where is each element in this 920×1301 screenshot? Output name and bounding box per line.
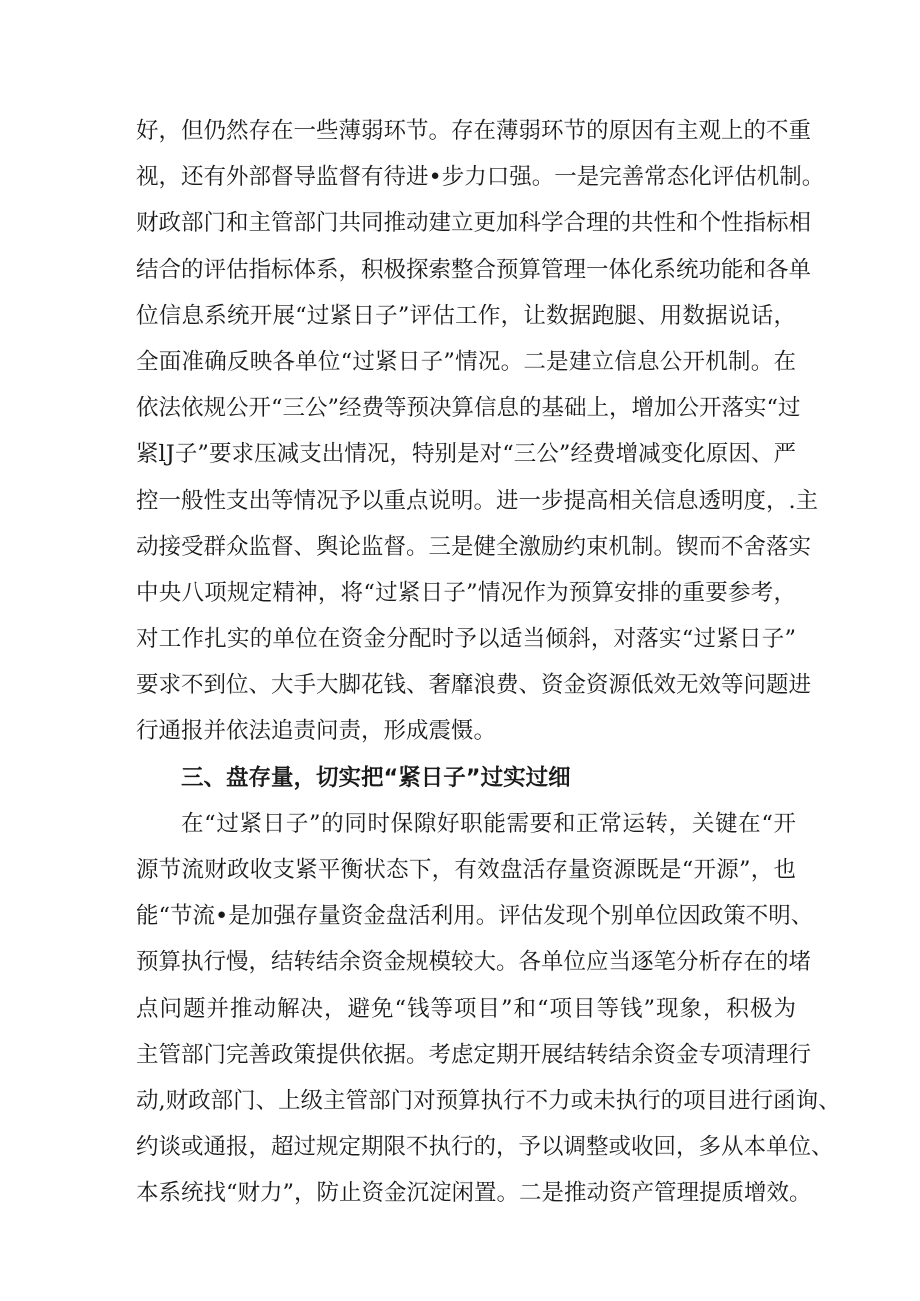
text-line: 主管部门完善政策提供依据。考虑定期开展结转结余资金专项清理行 [136,1041,812,1068]
text-line: 对工作扎实的单位在资金分配时予以适当倾斜，对落实“过紧日子” [136,626,796,653]
text-line: 中央八项规定精神，将“过紧日子”情况作为预算安排的重要参考， [136,579,796,606]
text-line: 视，还有外部督导监督有待进•步力口强。一是完善常态化评估机制。 [136,164,825,191]
text-line: 依法依规公开“三公”经费等预决算信息的基础上，增加公开落实“过 [136,395,801,422]
text-line: 结合的评估指标体系，积极探索整合预算管理一体化系统功能和各单 [136,256,812,283]
text-line: 在“过紧日子”的同时保隙好职能需要和正常运转，关键在“开 [181,810,796,837]
text-line: 动,财政部门、上级主管部门对预算执行不力或未执行的项目进行函询、 [136,1087,841,1114]
paragraph-2 [136,801,841,1217]
paragraph-1 [136,108,825,755]
text-line: 约谈或通报，超过规定期限不执行的，予以调整或收回，多从本单位、 [136,1134,834,1161]
text-line: 本系统找“财力”，防止资金沉淀闲置。二是推动资产管理提质增效。 [136,1180,812,1207]
text-line: 行通报并依法追责问责，形成震慑。 [136,718,497,745]
text-line: 预算执行慢，结转结余资金规模较大。各单位应当逐笔分析存在的堵 [136,949,812,976]
text-line: 控一般性支出等情况予以重点说明。进一步提高相关信息透明度，.主 [136,487,819,514]
text-line: 全面准确反映各单位“过紧日子”情况。二是建立信息公开机制。在 [136,348,796,375]
section-heading: 三、盘存量，切实把“紧日子”过实过细 [181,764,571,791]
text-line: 点问题并推动解决，避免“钱等项目”和“项目等钱”现象，积极为 [136,995,796,1022]
text-line: 能“节流•是加强存量资金盘活利用。评估发现个别单位因政策不明、 [136,903,814,930]
document-body [136,108,841,1217]
text-line: 紧lJ子”要求压减支出情况，特别是对“三公”经费增减变化原因、严 [136,441,796,468]
text-line: 要求不到位、大手大脚花钱、奢靡浪费、资金资源低效无效等问题进 [136,672,812,699]
text-line: 动接受群众监督、舆论监督。三是健全激励约束机制。锲而不舍落实 [136,533,812,560]
text-line: 位信息系统开展“过紧日子”评估工作，让数据跑腿、用数据说话， [136,302,796,329]
text-line: 财政部门和主管部门共同推动建立更加科学合理的共性和个性指标相 [136,210,812,237]
text-line: 好，但仍然存在一些薄弱环节。存在薄弱环节的原因有主观上的不重 [136,118,812,144]
text-line: 源节流财政收支紧平衡状态下，有效盘活存量资源既是“开源”，也 [136,857,796,883]
